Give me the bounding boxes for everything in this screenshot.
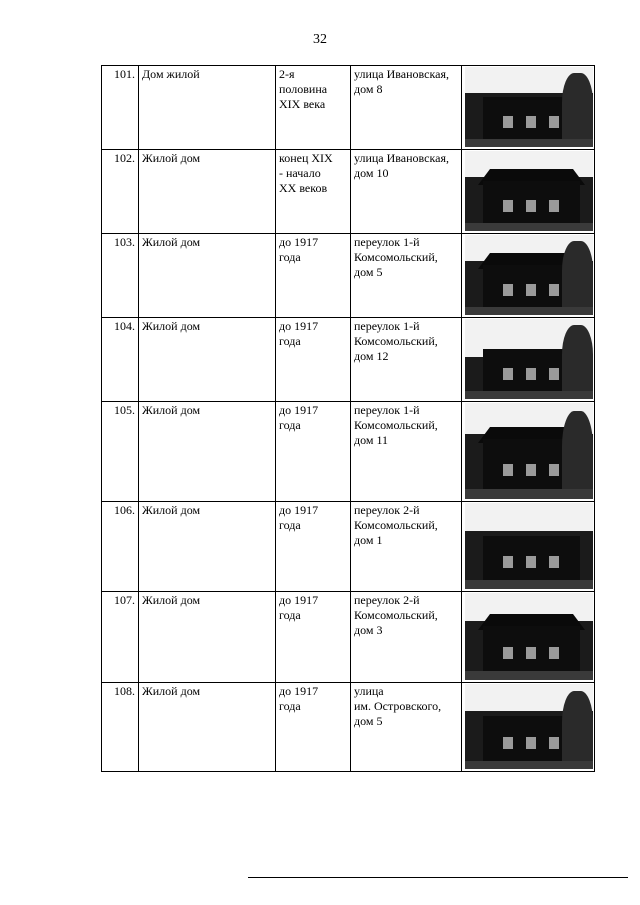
date-line: до 1917 — [279, 403, 319, 417]
address-line: переулок 2-й — [354, 593, 420, 607]
page-number: 32 — [313, 32, 327, 47]
photo-ground — [465, 223, 593, 231]
photo-window — [549, 464, 559, 476]
table-row — [102, 683, 595, 772]
address-line: дом 10 — [354, 166, 389, 180]
object-name: Жилой дом — [139, 234, 276, 318]
address-line: дом 1 — [354, 533, 383, 547]
address-line: дом 8 — [354, 82, 383, 96]
photo-cell — [462, 66, 595, 150]
photo-window — [549, 284, 559, 296]
house-photo — [465, 593, 593, 680]
photo-window — [549, 647, 559, 659]
date-line: конец XIX — [279, 151, 333, 165]
photo-cell — [462, 402, 595, 502]
object-address — [351, 234, 462, 318]
object-date — [276, 683, 351, 772]
table-row — [102, 318, 595, 402]
object-date — [276, 66, 351, 150]
photo-ground — [465, 307, 593, 315]
date-line: - начало — [279, 166, 321, 180]
photo-ground — [465, 391, 593, 399]
footer-rule — [248, 877, 628, 878]
house-photo — [465, 319, 593, 399]
photo-ground — [465, 489, 593, 499]
photo-window — [526, 200, 536, 212]
row-number: 103. — [102, 234, 139, 318]
address-line: улица — [354, 684, 384, 698]
photo-window — [503, 737, 513, 749]
address-line: переулок 1-й — [354, 235, 420, 249]
photo-window — [526, 556, 536, 568]
photo-window — [526, 284, 536, 296]
photo-ground — [465, 761, 593, 770]
address-line: переулок 2-й — [354, 503, 420, 517]
table-row — [102, 66, 595, 150]
object-date — [276, 592, 351, 683]
photo-window — [526, 647, 536, 659]
photo-cell — [462, 150, 595, 234]
object-date — [276, 502, 351, 592]
photo-cell — [462, 592, 595, 683]
photo-window — [503, 464, 513, 476]
house-photo — [465, 403, 593, 499]
photo-tree — [562, 691, 593, 769]
object-address — [351, 683, 462, 772]
object-address — [351, 502, 462, 592]
photo-tree — [562, 241, 593, 315]
date-line: XIX века — [279, 97, 326, 111]
date-line: до 1917 — [279, 684, 319, 698]
object-name: Жилой дом — [139, 402, 276, 502]
house-photo — [465, 235, 593, 315]
object-name: Жилой дом — [139, 318, 276, 402]
photo-window — [503, 200, 513, 212]
table-row — [102, 502, 595, 592]
object-date — [276, 150, 351, 234]
photo-cell — [462, 234, 595, 318]
photo-tree — [562, 325, 593, 399]
address-line: дом 12 — [354, 349, 389, 363]
address-line: улица Ивановская, — [354, 67, 449, 81]
photo-window — [503, 368, 513, 380]
object-address — [351, 402, 462, 502]
table-row — [102, 402, 595, 502]
table-row — [102, 234, 595, 318]
address-line: дом 3 — [354, 623, 383, 637]
row-number: 107. — [102, 592, 139, 683]
photo-window — [549, 200, 559, 212]
object-date — [276, 318, 351, 402]
date-line: 2-я — [279, 67, 295, 81]
address-line: Комсомольский, — [354, 518, 438, 532]
row-number: 108. — [102, 683, 139, 772]
date-line: до 1917 — [279, 319, 319, 333]
address-line: дом 5 — [354, 714, 383, 728]
photo-ground — [465, 671, 593, 680]
photo-window — [549, 368, 559, 380]
photo-ground — [465, 139, 593, 147]
photo-ground — [465, 580, 593, 589]
object-address — [351, 66, 462, 150]
photo-window — [549, 737, 559, 749]
object-date — [276, 402, 351, 502]
photo-tree — [562, 411, 593, 499]
address-line: дом 5 — [354, 265, 383, 279]
photo-window — [503, 556, 513, 568]
photo-window — [549, 556, 559, 568]
photo-cell — [462, 318, 595, 402]
house-photo — [465, 503, 593, 589]
photo-sky — [465, 503, 593, 531]
row-number: 102. — [102, 150, 139, 234]
date-line: до 1917 — [279, 503, 319, 517]
house-photo — [465, 684, 593, 769]
heritage-registry-table — [101, 65, 595, 772]
date-line: XX веков — [279, 181, 328, 195]
address-line: переулок 1-й — [354, 403, 420, 417]
date-line: года — [279, 699, 301, 713]
date-line: до 1917 — [279, 235, 319, 249]
object-name: Жилой дом — [139, 683, 276, 772]
object-date — [276, 234, 351, 318]
row-number: 105. — [102, 402, 139, 502]
house-photo — [465, 67, 593, 147]
photo-window — [503, 284, 513, 296]
address-line: Комсомольский, — [354, 418, 438, 432]
photo-window — [503, 647, 513, 659]
date-line: года — [279, 608, 301, 622]
photo-window — [526, 116, 536, 128]
object-name: Дом жилой — [139, 66, 276, 150]
object-address — [351, 592, 462, 683]
object-name: Жилой дом — [139, 592, 276, 683]
object-name: Жилой дом — [139, 502, 276, 592]
photo-window — [526, 737, 536, 749]
photo-window — [549, 116, 559, 128]
address-line: Комсомольский, — [354, 334, 438, 348]
table-row — [102, 150, 595, 234]
photo-tree — [562, 73, 593, 147]
object-name: Жилой дом — [139, 150, 276, 234]
date-line: года — [279, 250, 301, 264]
photo-cell — [462, 683, 595, 772]
photo-window — [503, 116, 513, 128]
photo-window — [526, 464, 536, 476]
address-line: дом 11 — [354, 433, 389, 447]
object-address — [351, 318, 462, 402]
address-line: им. Островского, — [354, 699, 442, 713]
date-line: года — [279, 418, 301, 432]
date-line: года — [279, 518, 301, 532]
date-line: половина — [279, 82, 328, 96]
address-line: переулок 1-й — [354, 319, 420, 333]
object-address — [351, 150, 462, 234]
address-line: Комсомольский, — [354, 608, 438, 622]
row-number: 106. — [102, 502, 139, 592]
row-number: 104. — [102, 318, 139, 402]
photo-window — [526, 368, 536, 380]
date-line: до 1917 — [279, 593, 319, 607]
address-line: Комсомольский, — [354, 250, 438, 264]
photo-cell — [462, 502, 595, 592]
date-line: года — [279, 334, 301, 348]
row-number: 101. — [102, 66, 139, 150]
table-row — [102, 592, 595, 683]
house-photo — [465, 151, 593, 231]
address-line: улица Ивановская, — [354, 151, 449, 165]
